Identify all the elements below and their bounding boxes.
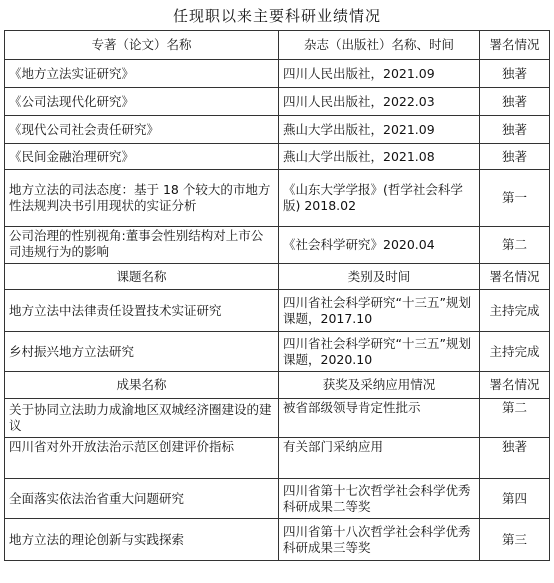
table-row (5, 170, 550, 227)
achievement-status: 四川省第十七次哲学社会科学优秀科研成果二等奖 (279, 479, 480, 519)
table-row (5, 290, 550, 332)
publication-role: 独著 (480, 88, 550, 116)
section1-header-row (5, 31, 550, 60)
project-category: 四川省社会科学研究“十三五”规划课题，2017.10 (279, 290, 480, 332)
publication-publisher: 燕山大学出版社，2021.08 (279, 144, 480, 170)
header-authorship: 署名情况 (480, 264, 550, 290)
section3-header-row (5, 372, 550, 399)
publication-name: 《现代公司社会责任研究》 (5, 116, 279, 144)
table-row (5, 144, 550, 170)
header-authorship: 署名情况 (480, 31, 550, 60)
achievement-name: 关于协同立法助力成渝地区双城经济圈建设的建议 (5, 399, 279, 438)
table-row (5, 116, 550, 144)
table-row (5, 227, 550, 264)
achievement-role: 第四 (480, 479, 550, 519)
header-authorship: 署名情况 (480, 372, 550, 399)
publication-role: 独著 (480, 60, 550, 88)
table-row (5, 519, 550, 561)
project-role: 主持完成 (480, 290, 550, 332)
achievement-role: 第二 (480, 399, 550, 438)
achievement-status: 有关部门采纳应用 (279, 438, 480, 479)
page-title: 任现职以来主要科研业绩情况 (172, 7, 381, 25)
publication-name: 《地方立法实证研究》 (5, 60, 279, 88)
publication-name: 《民间金融治理研究》 (5, 144, 279, 170)
publication-publisher: 《社会科学研究》2020.04 (279, 227, 480, 264)
table-row (5, 88, 550, 116)
achievement-name: 地方立法的理论创新与实践探索 (5, 519, 279, 561)
project-name: 地方立法中法律责任设置技术实证研究 (5, 290, 279, 332)
achievement-status: 被省部级领导肯定性批示 (279, 399, 480, 438)
achievement-name: 四川省对外开放法治示范区创建评价指标 (5, 438, 279, 479)
section2-header-row (5, 264, 550, 290)
table-row (5, 60, 550, 88)
publication-name: 《公司法现代化研究》 (5, 88, 279, 116)
achievement-role: 独著 (480, 438, 550, 479)
publication-role: 独著 (480, 116, 550, 144)
publication-publisher: 《山东大学学报》(哲学社会科学版) 2018.02 (279, 170, 480, 227)
publication-publisher: 四川人民出版社，2022.03 (279, 88, 480, 116)
table-row (5, 479, 550, 519)
table-row (5, 332, 550, 372)
header-monograph-name: 专著（论文）名称 (5, 31, 279, 60)
publication-role: 独著 (480, 144, 550, 170)
achievement-name: 全面落实依法治省重大问题研究 (5, 479, 279, 519)
table-row (5, 399, 550, 438)
project-role: 主持完成 (480, 332, 550, 372)
research-achievements-table (4, 30, 550, 561)
publication-role: 第一 (480, 170, 550, 227)
header-achievement-name: 成果名称 (5, 372, 279, 399)
header-award-adoption: 获奖及采纳应用情况 (279, 372, 480, 399)
header-category-time: 类别及时间 (279, 264, 480, 290)
publication-publisher: 四川人民出版社，2021.09 (279, 60, 480, 88)
table-row (5, 438, 550, 479)
header-project-name: 课题名称 (5, 264, 279, 290)
project-name: 乡村振兴地方立法研究 (5, 332, 279, 372)
publication-name: 公司治理的性别视角:董事会性别结构对上市公司违规行为的影响 (5, 227, 279, 264)
publication-name: 地方立法的司法态度：基于 18 个较大的市地方性法规判决书引用现状的实证分析 (5, 170, 279, 227)
achievement-status: 四川省第十八次哲学社会科学优秀科研成果三等奖 (279, 519, 480, 561)
publication-role: 第二 (480, 227, 550, 264)
project-category: 四川省社会科学研究“十三五”规划课题，2020.10 (279, 332, 480, 372)
publication-publisher: 燕山大学出版社，2021.09 (279, 116, 480, 144)
header-publisher-time: 杂志（出版社）名称、时间 (279, 31, 480, 60)
achievement-role: 第三 (480, 519, 550, 561)
